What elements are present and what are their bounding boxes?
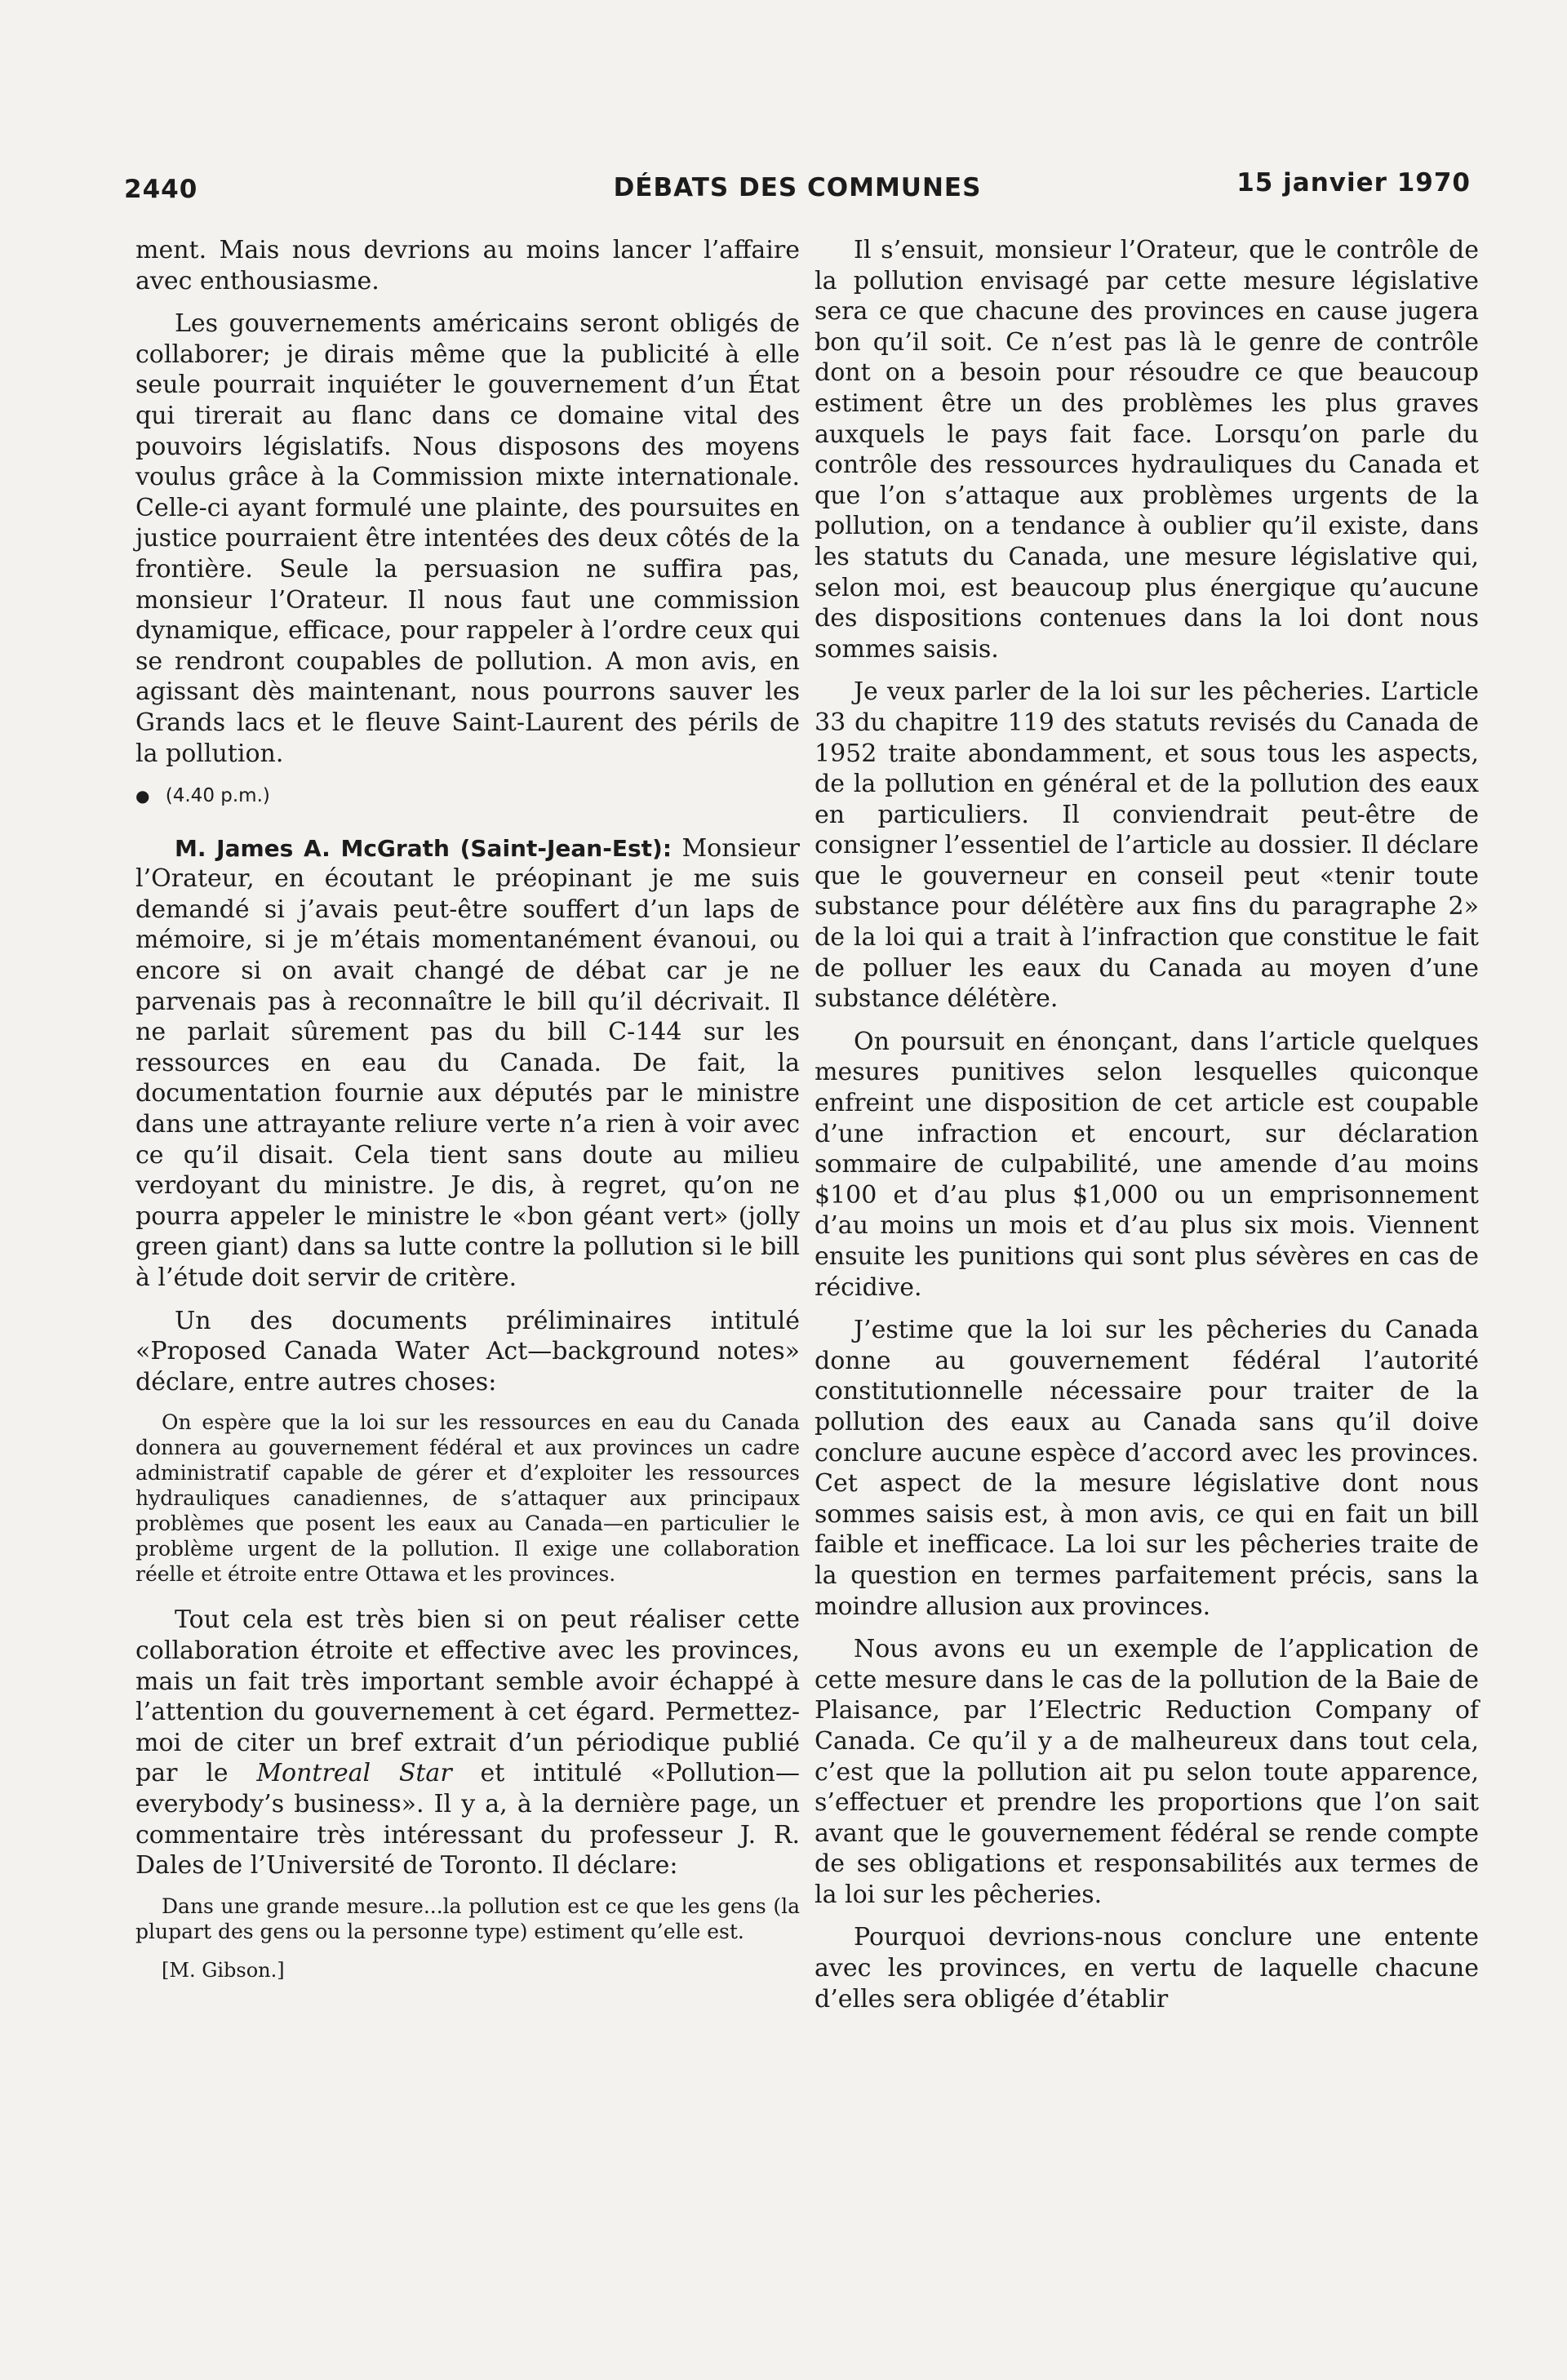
time-marker	[135, 781, 800, 812]
paragraph-text: Tout cela est très bien si on peut réaliser cette collaboration étroite et effective avec les provinces, mais un fait très important semble avoir échappé à l’attention du gouvernement à cet égard. Permettez-moi de citer un bref extrait d’un périodique publié par le	[135, 1605, 800, 1788]
paragraph: Les gouvernements américains seront obligés de collaborer; je dirais même que la publicité à elle seule pourrait inquiéter le gouvernement d’un État qui tirerait au flanc dans ce domaine vital des pouvoirs législatifs. Nous disposons des moyens voulus grâce à la Commission mixte internationale. Celle-ci ayant formulé une plainte, des poursuites en justice pourraient être intentées des deux côtés de la frontière. Seule la persuasion ne suffira pas, monsieur l’Orateur. Il nous faut une commission dynamique, efficace, pour rappeler à l’ordre ceux qui se rendront coupables de pollution. A mon avis, en agissant dès maintenant, nous pourrons sauver les Grands lacs et le fleuve Saint-Laurent des périls de la pollution.	[135, 309, 800, 768]
time-stamp: (4.40 p.m.)	[165, 785, 270, 807]
left-column	[135, 235, 800, 1986]
right-column	[815, 235, 1479, 2027]
paragraph: ment. Mais nous devrions au moins lancer l’affaire avec enthousiasme.	[135, 236, 800, 295]
paragraph: Je veux parler de la loi sur les pêcheries. L’article 33 du chapitre 119 des statuts revisés du Canada de 1952 traite abondamment, et sous tous les aspects, de la pollution en général et de la pollution des eaux en particuliers. Il conviendrait peut-être de consigner l’essentiel de l’article au dossier. Il déclare que le gouverneur en conseil peut «tenir toute substance pour délétère aux fins du paragraphe 2» de la loi qui a trait à l’infraction que constitue le fait de polluer les eaux du Canada au moyen d’une substance délétère.	[815, 677, 1479, 1014]
page-header	[124, 168, 1471, 214]
page-number: 2440	[124, 175, 198, 204]
page-title: DÉBATS DES COMMUNES	[613, 173, 982, 202]
speaker-signature: [M. Gibson.]	[162, 1958, 285, 1982]
block-quote: Dans une grande mesure...la pollution est ce que les gens (la plupart des gens ou la personne type) estiment qu’elle est.	[135, 1894, 800, 1943]
paragraph: Un des documents préliminaires intitulé «Proposed Canada Water Act—background notes» déclare, entre autres choses:	[135, 1306, 800, 1396]
page-date: 15 janvier 1970	[1236, 168, 1471, 198]
publication-title: Montreal Star	[256, 1759, 452, 1788]
bullet-icon: ●	[135, 786, 150, 806]
speech-paragraph	[135, 833, 800, 1294]
paragraph: Il s’ensuit, monsieur l’Orateur, que le contrôle de la pollution envisagé par cette mesure législative sera ce que chacune des provinces en cause jugera bon qu’il soit. Ce n’est pas là le genre de contrôle dont on a besoin pour résoudre ce que beaucoup estiment être un des problèmes les plus graves auxquels le pays fait face. Lorsqu’on parle du contrôle des ressources hydrauliques du Canada et que l’on s’attaque aux problèmes urgents de la pollution, on a tendance à oublier qu’il existe, dans les statuts du Canada, une mesure législative qui, selon moi, est beaucoup plus énergique qu’aucune des dispositions contenues dans la loi dont nous sommes saisis.	[815, 236, 1479, 664]
block-quote: On espère que la loi sur les ressources en eau du Canada donnera au gouvernement fédéral et aux provinces un cadre administratif capable de gérer et d’exploiter les ressources hydrauliques canadiennes, de s’attaquer aux principaux problèmes que posent les eaux au Canada—en particulier le problème urgent de la pollution. Il exige une collaboration réelle et étroite entre Ottawa et les provinces.	[135, 1410, 800, 1587]
paragraph-text: et intitulé «Pollution—everybody’s business». Il y a, à la dernière page, un commentaire très intéressant du professeur J. R. Dales de l’Université de Toronto. Il déclare:	[135, 1759, 801, 1880]
speech-text: Monsieur l’Orateur, en écoutant le préopinant je me suis demandé si j’avais peut-être souffert d’un laps de mémoire, si je m’étais momentanément évanoui, ou encore si on avait changé de débat car je ne parvenais pas à reconnaître le bill qu’il décrivait. Il ne parlait sûrement pas du bill C-144 sur les ressources en eau du Canada. De fait, la documentation fournie aux députés par le ministre dans une attrayante reliure verte n’a rien à voir avec ce qu’il disait. Cela tient sans doute au milieu verdoyant du ministre. Je dis, à regret, qu’on ne pourra appeler le ministre le «bon géant vert» (jolly green giant) dans sa lutte contre la pollution si le bill à l’étude doit servir de critère.	[135, 833, 800, 1292]
paragraph: J’estime que la loi sur les pêcheries du Canada donne au gouvernement fédéral l’autorité constitutionnelle nécessaire pour traiter de la pollution des eaux au Canada sans qu’il doive conclure aucune espèce d’accord avec les provinces. Cet aspect de la mesure législative dont nous sommes saisis est, à mon avis, ce qui en fait un bill faible et inefficace. La loi sur les pêcheries traite de la question en termes parfaitement précis, sans la moindre allusion aux provinces.	[815, 1316, 1479, 1621]
speaker-name: M. James A. McGrath (Saint-Jean-Est):	[175, 834, 673, 862]
paragraph	[135, 1605, 800, 1880]
paragraph: On poursuit en énonçant, dans l’article quelques mesures punitives selon lesquelles quiconque enfreint une disposition de cet article est coupable d’une infraction et encourt, sur déclaration sommaire de culpabilité, une amende d’au moins $100 et d’au plus $1,000 ou un emprisonnement d’au moins un mois et d’au plus six mois. Viennent ensuite les punitions qui sont plus sévères en cas de récidive.	[815, 1027, 1479, 1302]
paragraph: Nous avons eu un exemple de l’application de cette mesure dans le cas de la pollution de la Baie de Plaisance, par l’Electric Reduction Company of Canada. Ce qu’il y a de malheureux dans tout cela, c’est que la pollution ait pu selon toute apparence, s’effectuer et prendre les proportions que l’on sait avant que le gouvernement fédéral se rende compte de ses obligations et responsabilités aux termes de la loi sur les pêcheries.	[815, 1635, 1479, 1909]
paragraph: Pourquoi devrions-nous conclure une entente avec les provinces, en vertu de laquelle chacune d’elles sera obligée d’établir	[815, 1923, 1479, 2014]
